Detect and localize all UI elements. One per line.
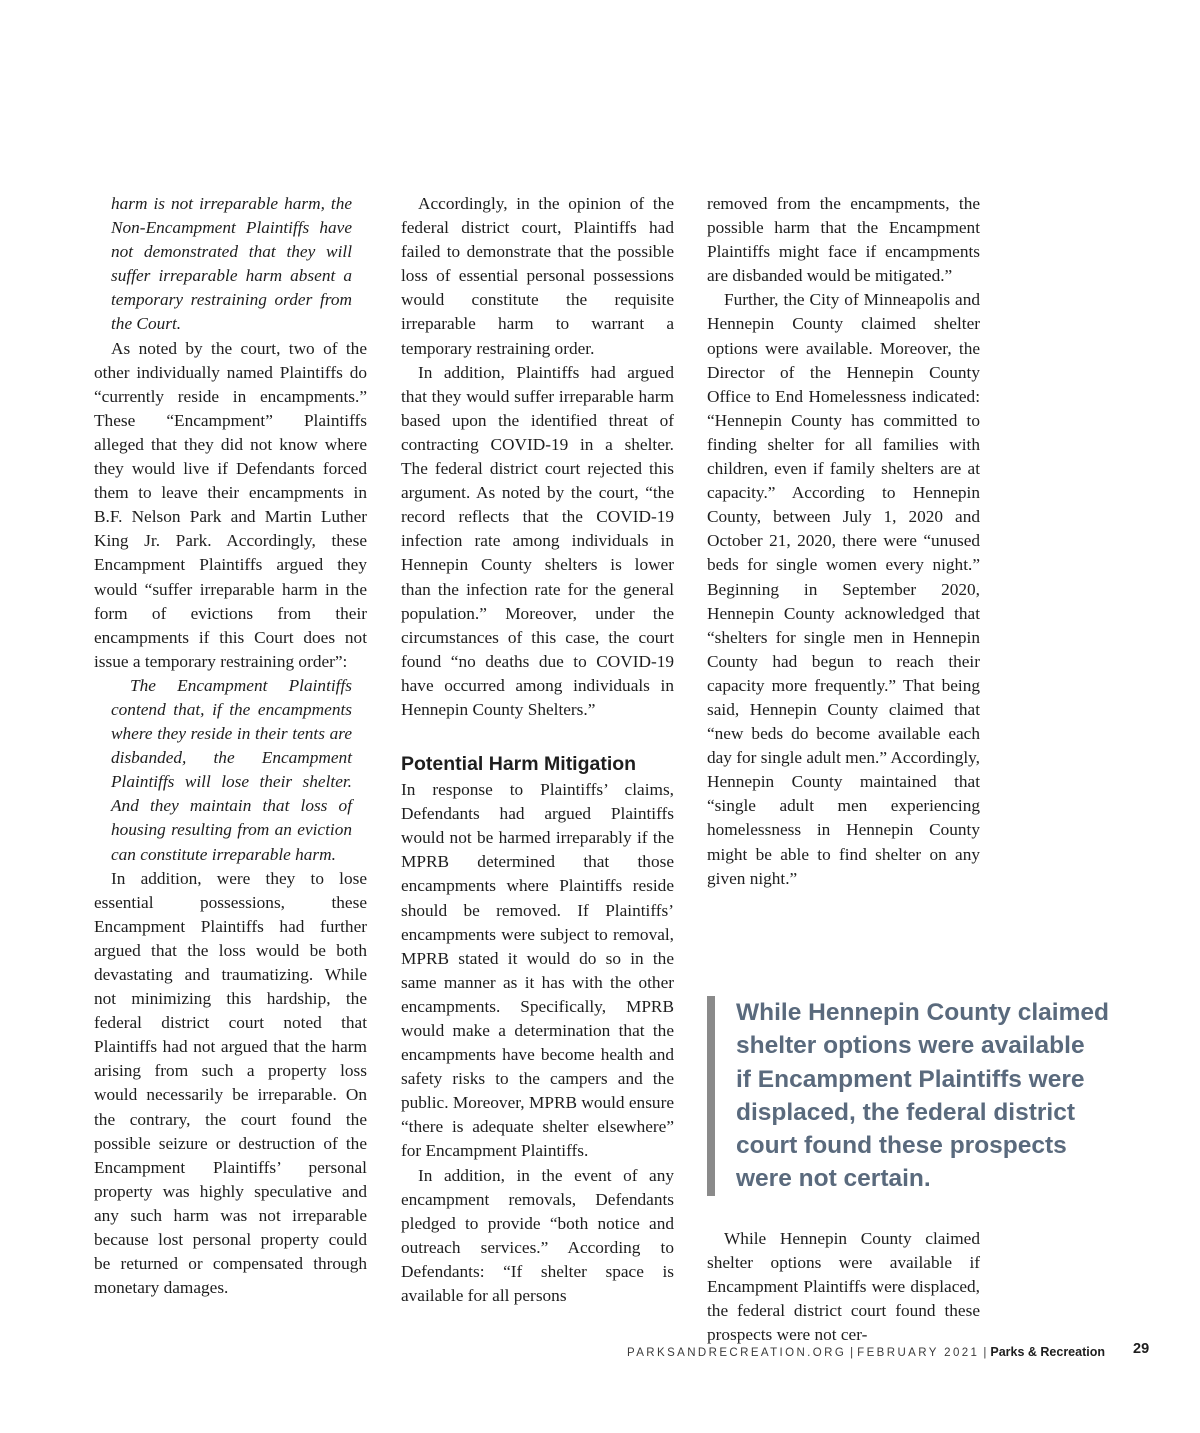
footer-magazine-title: Parks & Recreation [990, 1345, 1105, 1359]
pull-quote-line: if Encampment Plaintiffs were [736, 1065, 1085, 1093]
block-quote: The Encampment Plaintiffs contend that, if the encampments where they reside in their tents are disbanded, the Encampment Plaintiffs will lose their shelter. And they maintain that loss of housing resulting from an eviction can constitute irreparable harm. [111, 675, 352, 864]
body-paragraph: removed from the encampments, the possible harm that the Encampment Plaintiffs might face if encampments are disbanded would be mitigated.” [707, 194, 980, 286]
body-paragraph: While Hennepin County claimed shelter options were available if Encampment Plaintiffs were displaced, the federal district court found these prospects were not cer- [707, 1229, 980, 1345]
page-number: 29 [1133, 1341, 1150, 1357]
block-quote-continued: harm is not irreparable harm, the Non-Encampment Plaintiffs have not demonstrated that they will suffer irreparable harm absent a temporary restraining order from the Court. [111, 194, 352, 334]
body-paragraph: In response to Plaintiffs’ claims, Defendants had argued Plaintiffs would not be harmed irreparably if the MPRB determined that those encampments where Plaintiffs reside should be removed. If Plaintiffs’ encampments were subject to removal, MPRB stated it would do so in the same manner as it has with the other encampments. Specifically, MPRB would make a determination that the encampments have become health and safety risks to the campers and the public. Moreover, MPRB would ensure “there is adequate shelter elsewhere” for Encampment Plaintiffs. [401, 780, 674, 1161]
article-column-3 [707, 192, 980, 891]
section-heading: Potential Harm Mitigation [401, 753, 637, 776]
page-footer: PARKSANDRECREATION.ORG | FEBRUARY 2021 | Parks & Recreation [627, 1345, 1105, 1359]
footer-date: FEBRUARY 2021 [857, 1347, 980, 1359]
article-column-2 [401, 192, 674, 1308]
article-column-3-continued [707, 1227, 980, 1347]
body-paragraph: In addition, in the event of any encampment removals, Defendants pledged to provide “both notice and outreach services.” According to Defendants: “If shelter space is available for all persons [401, 1165, 674, 1306]
pull-quote-line: displaced, the federal district [736, 1098, 1076, 1126]
footer-site: PARKSANDRECREATION.ORG [627, 1347, 847, 1359]
body-paragraph: In addition, were they to lose essential possessions, these Encampment Plaintiffs had further argued that the loss would be both devastating and traumatizing. While not minimizing this hardship, the federal district court noted that Plaintiffs had not argued that the harm arising from such a property loss would necessarily be irreparable. On the contrary, the court found the possible seizure or destruction of the Encampment Plaintiffs’ personal property was highly speculative and any such harm was not irreparable because lost personal property could be returned or compensated through monetary damages. [94, 868, 367, 1298]
article-column-1 [94, 192, 367, 1300]
pull-quote-line: were not certain. [736, 1165, 931, 1193]
pull-quote-line: court found these prospects [736, 1132, 1067, 1160]
body-paragraph: In addition, Plaintiffs had argued that they would suffer irreparable harm based upon the identified threat of contracting COVID-19 in a shelter. The federal district court rejected this argument. As noted by the court, “the record reflects that the COVID-19 infection rate among individuals in Hennepin County shelters is lower than the infection rate for the general population.” Moreover, under the circumstances of this case, the court found “no deaths due to COVID-19 have occurred among individuals in Hennepin County Shelters.” [401, 362, 674, 719]
body-paragraph: Accordingly, in the opinion of the federal district court, Plaintiffs had failed to demonstrate that the possible loss of essential personal possessions would constitute the requisite irreparable harm to warrant a temporary restraining order. [401, 194, 674, 358]
body-paragraph: As noted by the court, two of the other individually named Plaintiffs do “currently reside in encampments.” These “Encampment” Plaintiffs alleged that they did not know where they would live if Defendants forced them to leave their encampments in B.F. Nelson Park and Martin Luther King Jr. Park. Accordingly, these Encampment Plaintiffs argued they would “suffer irreparable harm in the form of evictions from their encampments if this Court does not issue a temporary restraining order”: [94, 338, 367, 671]
pull-quote-line: While Hennepin County claimed [736, 999, 1109, 1026]
pull-quote [707, 996, 1156, 1196]
body-paragraph: Further, the City of Minneapolis and Hennepin County claimed shelter options were available. Moreover, the Director of the Hennepin County Office to End Homelessness indicated: “Hennepin County has committed to finding shelter for all families with children, even if family shelters are at capacity.” According to Hennepin County, between July 1, 2020 and October 21, 2020, there were “unused beds for single women every night.” Beginning in September 2020, Hennepin County acknowledged that “shelters for single men in Hennepin County had begun to reach their capacity more frequently.” That being said, Hennepin County claimed that “new beds do become available each day for single adult men.” Accordingly, Hennepin County maintained that “single adult men experiencing homelessness in Hennepin County might be able to find shelter on any given night.” [707, 290, 980, 888]
pull-quote-line: shelter options were available [736, 1032, 1085, 1060]
